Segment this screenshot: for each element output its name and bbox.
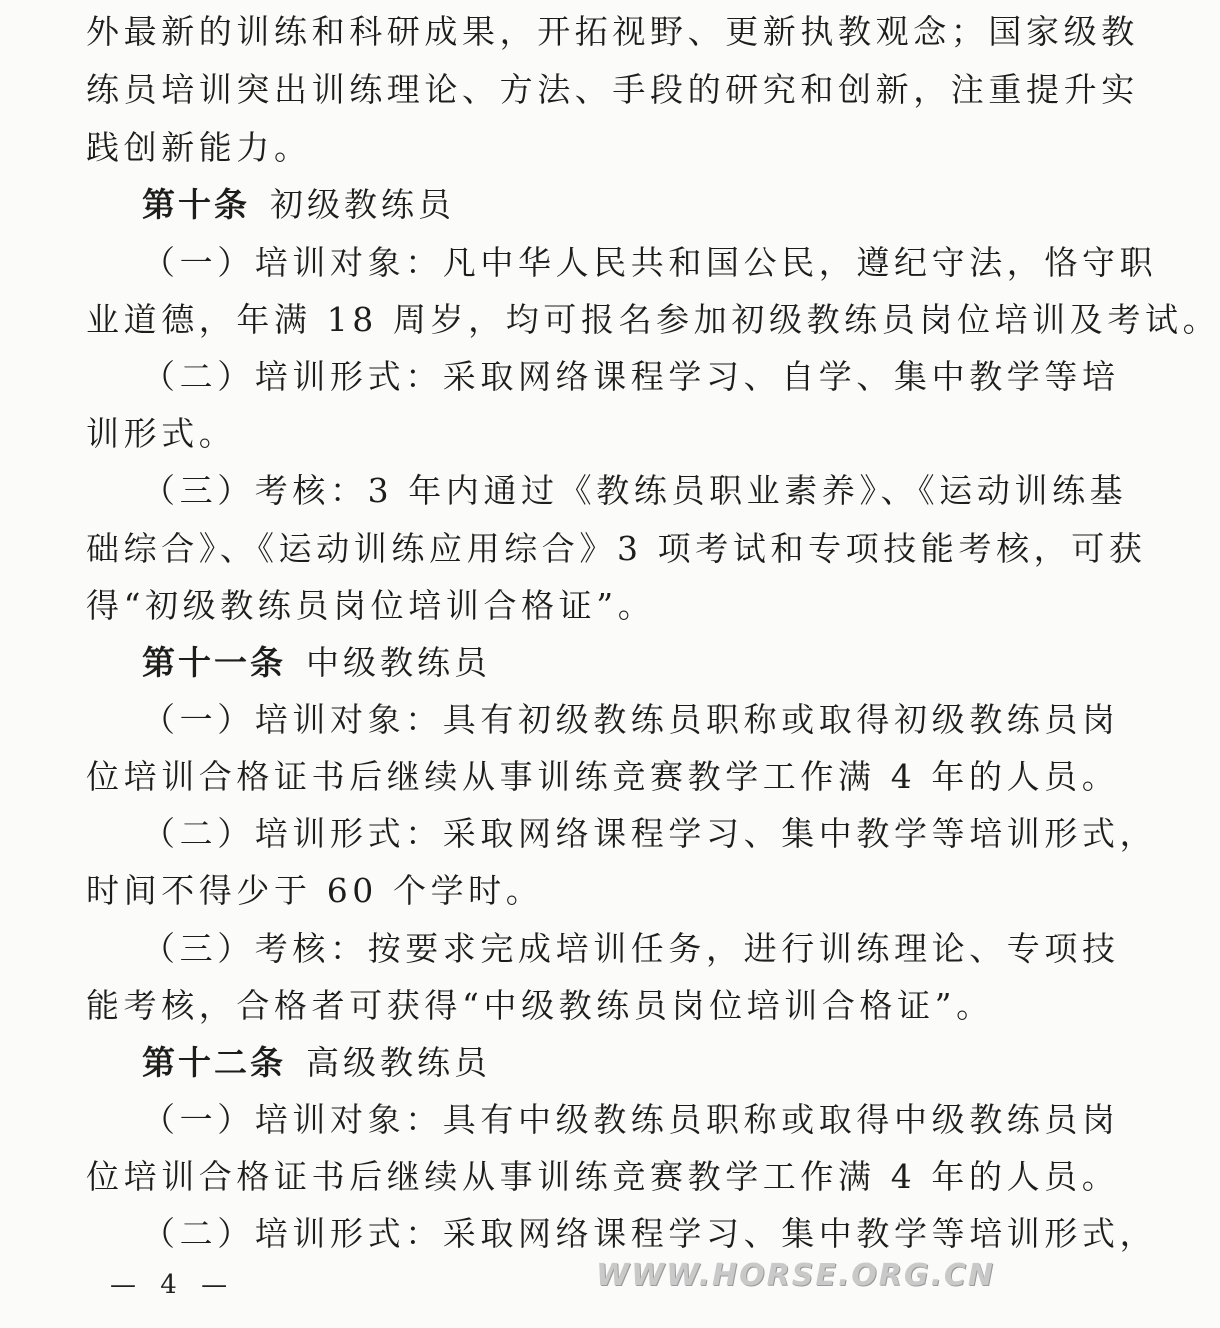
text-line: 时间不得少于 60 个学时。 <box>86 871 544 910</box>
article-10-heading <box>142 185 1166 225</box>
text-line: 能考核，合格者可获得“中级教练员岗位培训合格证”。 <box>86 986 994 1025</box>
text-line: （三）考核：按要求完成培训任务，进行训练理论、专项技 <box>142 929 1120 968</box>
text-line: 外最新的训练和科研成果，开拓视野、更新执教观念；国家级教 <box>86 12 1139 51</box>
text-line: （二）培训形式：采取网络课程学习、集中教学等培训形式， <box>142 1214 1158 1253</box>
article-title: 高级教练员 <box>306 1043 491 1082</box>
article-12-heading <box>142 1043 1166 1083</box>
article-title: 中级教练员 <box>306 643 491 682</box>
watermark: WWW.HORSE.ORG.CN <box>596 1258 996 1293</box>
article-number: 第十条 <box>142 185 250 224</box>
text-line: 础综合》、《运动训练应用综合》3 项考试和专项技能考核，可获 <box>86 529 1147 568</box>
article-number: 第十二条 <box>142 1043 286 1082</box>
text-line: 位培训合格证书后继续从事训练竞赛教学工作满 4 年的人员。 <box>86 1157 1120 1196</box>
text-line: 训形式。 <box>86 414 237 453</box>
text-line: （一）培训对象：具有中级教练员职称或取得中级教练员岗 <box>142 1100 1120 1139</box>
page-number: — 4 — <box>110 1270 236 1300</box>
text-line: 业道德，年满 18 周岁，均可报名参加初级教练员岗位培训及考试。 <box>86 300 1220 339</box>
text-line: （一）培训对象：具有初级教练员职称或取得初级教练员岗 <box>142 700 1120 739</box>
text-line: 得“初级教练员岗位培训合格证”。 <box>86 586 656 625</box>
text-line: 践创新能力。 <box>86 128 312 167</box>
text-line: （三）考核：3 年内通过《教练员职业素养》、《运动训练基 <box>142 471 1128 510</box>
article-number: 第十一条 <box>142 643 286 682</box>
article-title: 初级教练员 <box>270 185 455 224</box>
text-line: （二）培训形式：采取网络课程学习、集中教学等培训形式， <box>142 814 1158 853</box>
text-line: （一）培训对象：凡中华人民共和国公民，遵纪守法，恪守职 <box>142 243 1158 282</box>
text-line: 位培训合格证书后继续从事训练竞赛教学工作满 4 年的人员。 <box>86 757 1120 796</box>
text-line: 练员培训突出训练理论、方法、手段的研究和创新，注重提升实 <box>86 70 1139 109</box>
article-11-heading <box>142 643 1166 683</box>
text-line: （二）培训形式：采取网络课程学习、自学、集中教学等培 <box>142 357 1120 396</box>
